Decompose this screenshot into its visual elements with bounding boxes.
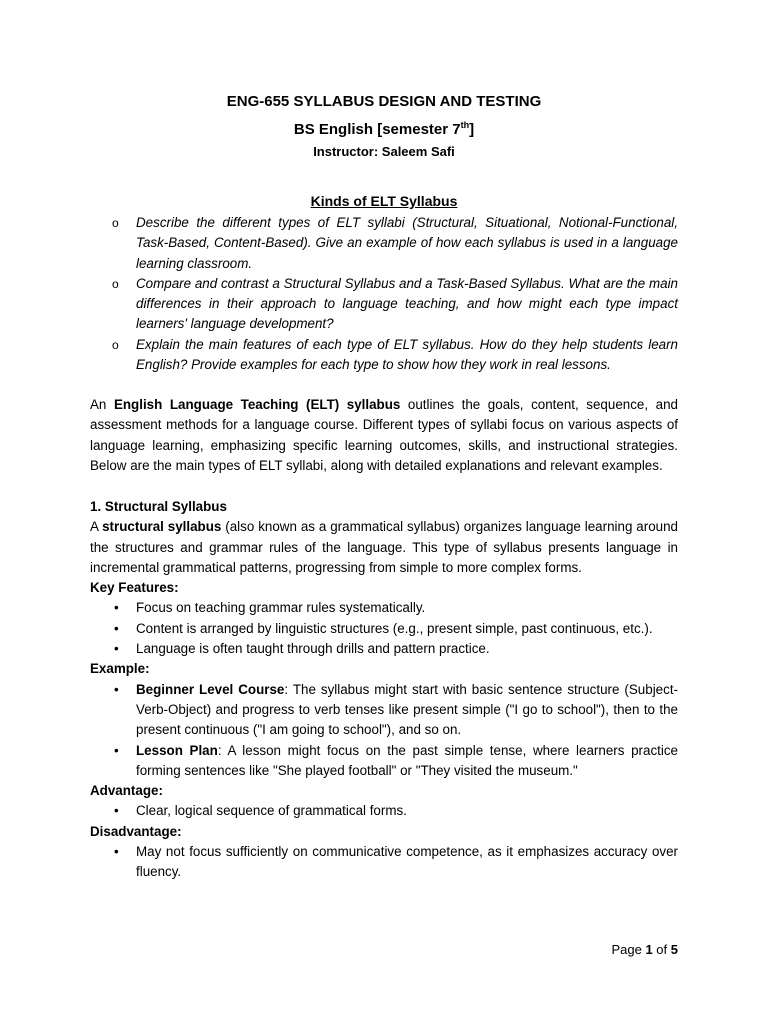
question-item xyxy=(112,213,678,274)
program-title xyxy=(0,121,768,138)
disadvantages-list xyxy=(90,842,678,883)
section-title: Kinds of ELT Syllabus xyxy=(310,193,458,209)
question-text: Describe the different types of ELT syllabi (Structural, Situational, Notional-Functional, Task-Based, Content-Based). Give an example of how each syllabus is used in a language learning classroom. xyxy=(136,215,678,271)
bullet-icon: • xyxy=(114,641,119,657)
intro-text-post: outlines the goals, content, sequence, and assessment methods for a language course. Different types of syllabi focus on various aspects of language learning, emphasizing specific learning outcomes, skills, and instructional strategies. Below are the main types of ELT syllabi, along with detailed explanations and relevant examples. xyxy=(90,397,678,473)
example-label: Example: xyxy=(90,661,150,677)
instructor-line: Instructor: Saleem Safi xyxy=(313,144,455,159)
question-text: Explain the main features of each type of ELT syllabus. How do they help students learn English? Provide examples for each type to show how they work in real lessons. xyxy=(136,336,678,373)
list-item xyxy=(90,801,678,821)
bullet-icon: • xyxy=(114,803,119,819)
list-item-text: May not focus sufficiently on communicative competence, as it emphasizes accuracy over fluency. xyxy=(136,844,678,880)
list-item-text: Language is often taught through drills and pattern practice. xyxy=(136,641,490,657)
list-item xyxy=(90,598,678,618)
list-item xyxy=(90,639,678,659)
list-item xyxy=(90,619,678,639)
structural-section xyxy=(90,497,678,883)
bullet-icon: • xyxy=(114,600,119,616)
page-total: 5 xyxy=(670,942,678,957)
intro-text-bold: English Language Teaching (ELT) syllabus xyxy=(113,397,401,412)
question-text: Compare and contrast a Structural Syllabus and a Task-Based Syllabus. What are the main differences in their approach to language teaching, and how might each type impact learners' language development? xyxy=(136,275,678,332)
intro-paragraph xyxy=(90,395,678,476)
page-number xyxy=(611,942,678,957)
desc-text-post: (also known as a grammatical syllabus) organizes language learning around the structures and grammar rules of the language. This type of syllabus presents language in incremental grammatical patterns, progressing from simple to more complex forms. xyxy=(90,519,679,575)
page-label: Page xyxy=(611,942,646,957)
question-item xyxy=(112,335,678,376)
key-features-list xyxy=(90,598,678,659)
list-item-text: Focus on teaching grammar rules systematically. xyxy=(136,600,426,616)
section-heading: 1. Structural Syllabus xyxy=(90,499,227,514)
question-item xyxy=(112,274,678,335)
program-close: ] xyxy=(469,121,475,138)
circle-bullet-icon: o xyxy=(112,276,119,291)
list-item xyxy=(90,680,678,741)
list-item-text: Clear, logical sequence of grammatical forms. xyxy=(136,803,407,819)
desc-text-pre: A xyxy=(90,519,103,535)
program-superscript: th xyxy=(460,120,470,130)
bullet-icon: • xyxy=(114,681,119,697)
intro-text-pre: An xyxy=(90,397,114,412)
list-item-bold: Beginner Level Course xyxy=(136,681,285,697)
bullet-icon: • xyxy=(114,742,119,758)
advantage-label: Advantage: xyxy=(90,783,163,799)
list-item xyxy=(90,741,678,782)
course-title: ENG-655 SYLLABUS DESIGN AND TESTING xyxy=(226,93,542,110)
program-text: BS English [semester 7 xyxy=(293,121,461,138)
circle-bullet-icon: o xyxy=(112,216,119,230)
key-features-label: Key Features: xyxy=(90,580,179,596)
list-item-text: Content is arranged by linguistic structures (e.g., present simple, past continuous, etc.). xyxy=(136,620,653,636)
page-of-label: of xyxy=(652,942,671,957)
desc-text-bold: structural syllabus xyxy=(102,519,222,535)
disadvantage-label: Disadvantage: xyxy=(90,823,182,839)
page-current: 1 xyxy=(645,942,653,957)
examples-list xyxy=(90,680,678,781)
question-list xyxy=(112,213,678,375)
advantages-list xyxy=(90,801,678,821)
structural-description xyxy=(90,517,678,578)
list-item-text: : The syllabus might start with basic sentence structure (Subject-Verb-Object) and progress to verb tenses like present simple ("I go to school"), then to the present continuous ("I am going to school"), and so on. xyxy=(136,681,678,738)
bullet-icon: • xyxy=(114,620,119,636)
bullet-icon: • xyxy=(114,844,119,860)
circle-bullet-icon: o xyxy=(112,337,119,352)
list-item-bold: Lesson Plan xyxy=(136,742,218,758)
list-item xyxy=(90,842,678,883)
list-item-text: : A lesson might focus on the past simple tense, where learners practice forming sentences like "She played football" or "They visited the museum." xyxy=(136,742,678,778)
